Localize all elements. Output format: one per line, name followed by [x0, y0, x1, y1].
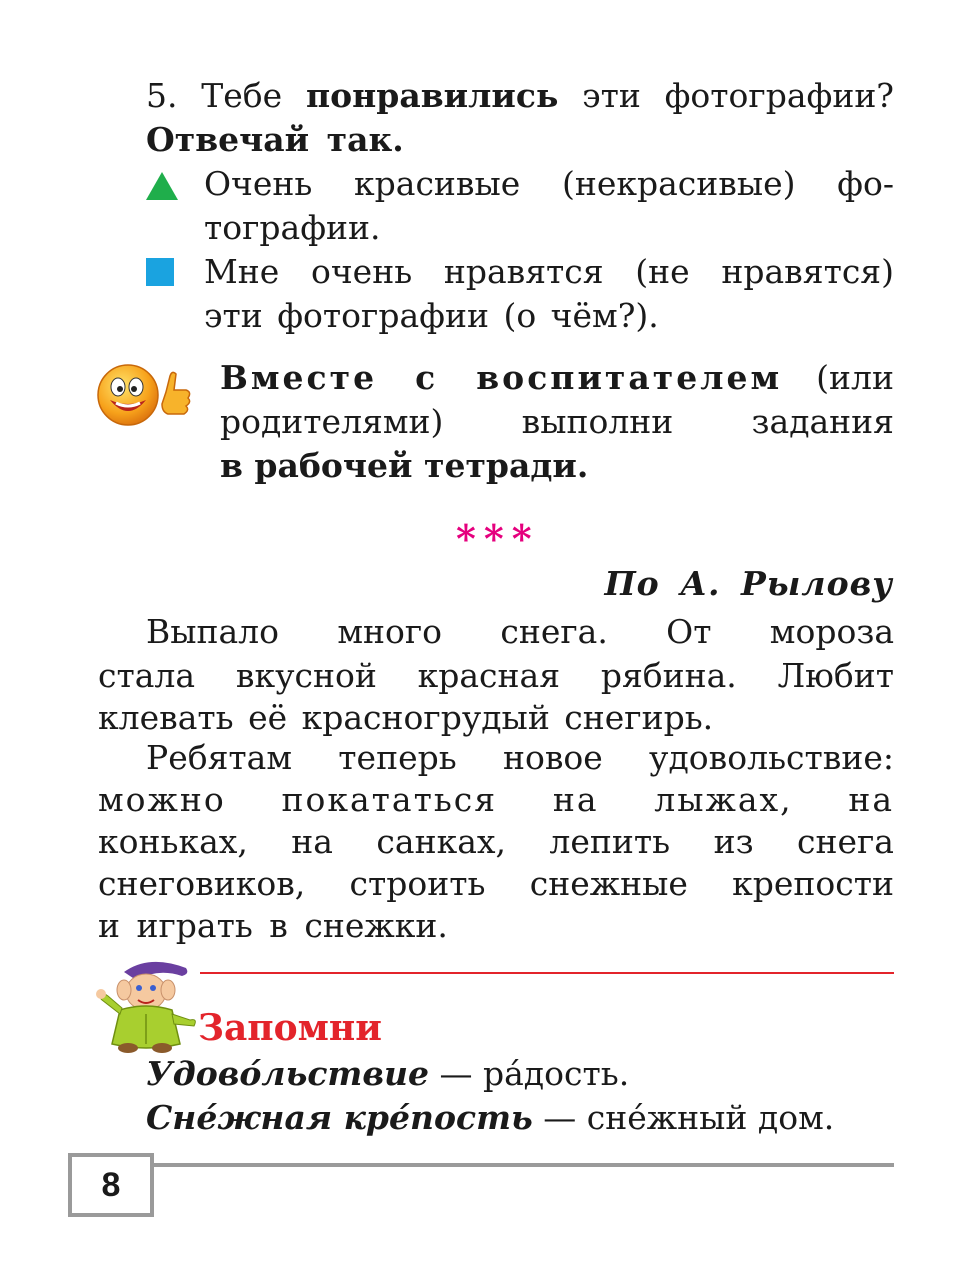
story-p1-line3: клевать её красногрудый снегирь. [98, 698, 714, 737]
page-number: 8 [68, 1153, 154, 1217]
story-p1-line2: стала вкусной красная рябина. Любит [98, 656, 894, 695]
blue-square-icon [146, 258, 174, 286]
story-p2-line3: коньках, на санках, лепить из снега [98, 822, 894, 861]
smiley-thumbs-up-icon [96, 362, 196, 428]
remember-title: Запомни [198, 1007, 382, 1049]
story-author: По А. Рылову [604, 564, 893, 603]
answer-option-triangle-line1: Очень красивые (некрасивые) фо- [204, 164, 894, 203]
definition-1-meaning: ра́дость. [483, 1054, 630, 1093]
story-p1-line1: Выпало много снега. От мороза [146, 612, 894, 651]
note-line3: в рабочей тетради. [220, 446, 589, 485]
definition-1-term: Удово́льствие [146, 1054, 430, 1093]
story-p2-line1: Ребятам теперь новое удовольствие: [146, 738, 894, 777]
task-instruction: Отвечай так. [146, 120, 404, 159]
story-p2-line4: снеговиков, строить снежные крепости [98, 864, 894, 903]
definition-2-term: Сне́жная кре́пость [146, 1098, 533, 1137]
story-p2-line2: можно покататься на лыжах, на [98, 780, 894, 819]
section-stars: *** [456, 516, 540, 561]
answer-option-triangle-line2: тографии. [204, 208, 381, 247]
note-line1: Вместе с воспитателем (или [220, 358, 894, 397]
remember-divider [200, 972, 894, 974]
story-p2-line5: и играть в снежки. [98, 906, 448, 945]
task-keyword: понравились [305, 76, 559, 115]
answer-option-square-line2: эти фотографии (о чём?). [204, 296, 659, 335]
task-number: 5. [146, 76, 178, 115]
definition-2: Сне́жная кре́пость — сне́жный дом. [146, 1098, 835, 1137]
dwarf-mascot-icon [94, 958, 204, 1054]
task-question: 5. Тебе понравились эти фотографии? [146, 76, 895, 115]
definition-1: Удово́льствие — ра́дость. [146, 1054, 630, 1093]
footer-rule [154, 1163, 894, 1167]
answer-option-square-line1: Мне очень нравятся (не нравятся) [204, 252, 894, 291]
note-line2: родителями) выполни задания [220, 402, 894, 441]
definition-2-meaning: сне́жный дом. [586, 1098, 835, 1137]
green-triangle-icon [146, 172, 178, 200]
